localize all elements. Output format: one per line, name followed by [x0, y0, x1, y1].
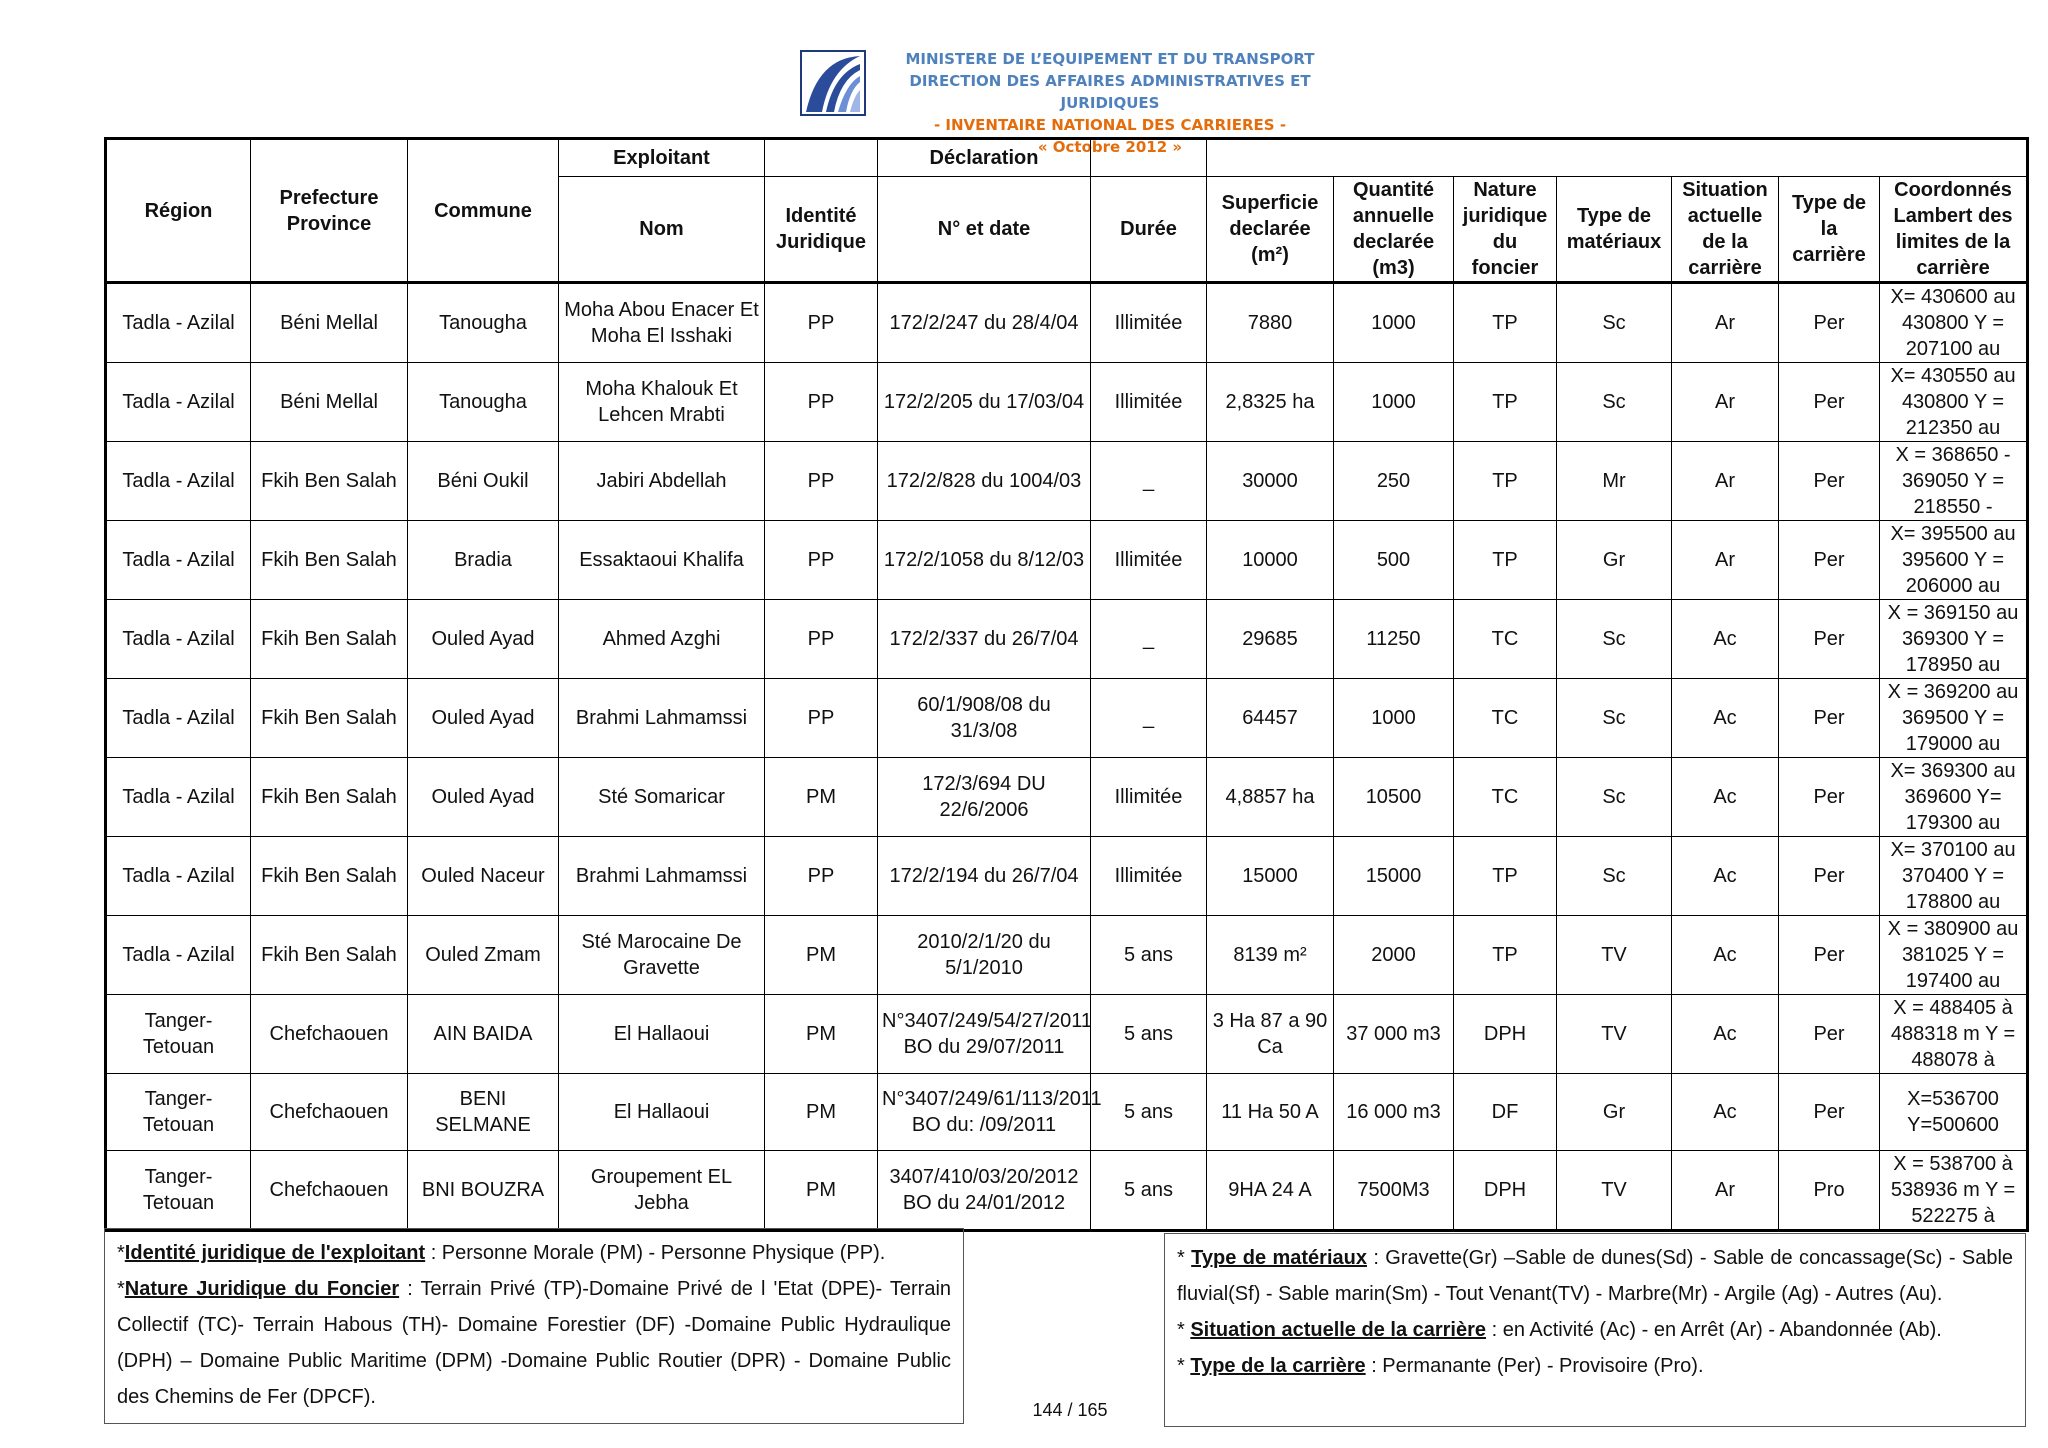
- table-cell: Sc: [1557, 283, 1672, 363]
- legend-left-box: [104, 1228, 964, 1424]
- col-header-prefecture: Prefecture Province: [251, 139, 408, 283]
- table-cell: 172/2/194 du 26/7/04: [878, 837, 1091, 916]
- table-cell: Fkih Ben Salah: [251, 679, 408, 758]
- table-cell: 60/1/908/08 du 31/3/08: [878, 679, 1091, 758]
- table-cell: _: [1091, 442, 1207, 521]
- table-cell: Per: [1779, 995, 1880, 1074]
- col-header-duree: Durée: [1091, 177, 1207, 283]
- table-cell: Ac: [1672, 995, 1779, 1074]
- header-direction: DIRECTION DES AFFAIRES ADMINISTRATIVES ET JURIDIQUES: [909, 72, 1311, 112]
- table-cell: X= 395500 au 395600 Y = 206000 au: [1880, 521, 2028, 600]
- table-row: [106, 521, 2028, 600]
- ministry-logo-icon: [800, 50, 866, 116]
- table-cell: 5 ans: [1091, 1151, 1207, 1231]
- table-cell: Fkih Ben Salah: [251, 916, 408, 995]
- table-cell: 5 ans: [1091, 916, 1207, 995]
- table-cell: Ouled Ayad: [408, 600, 559, 679]
- table-cell: Tadla - Azilal: [106, 521, 251, 600]
- table-cell: Brahmi Lahmamssi: [559, 837, 765, 916]
- legend-type-carriere-text: : Permanante (Per) - Provisoire (Pro).: [1365, 1355, 1704, 1377]
- table-cell: TP: [1454, 521, 1557, 600]
- table-row: [106, 837, 2028, 916]
- table-cell: X = 488405 à 488318 m Y = 488078 à: [1880, 995, 2028, 1074]
- table-cell: Mr: [1557, 442, 1672, 521]
- table-cell: X=536700 Y=500600: [1880, 1074, 2028, 1151]
- table-cell: Ouled Ayad: [408, 758, 559, 837]
- table-row: [106, 1151, 2028, 1231]
- group-header-exploitant: Exploitant: [559, 139, 765, 177]
- table-cell: Per: [1779, 679, 1880, 758]
- table-cell: Fkih Ben Salah: [251, 600, 408, 679]
- table-cell: Gr: [1557, 1074, 1672, 1151]
- table-cell: Ar: [1672, 1151, 1779, 1231]
- table-cell: AIN BAIDA: [408, 995, 559, 1074]
- table-cell: BNI BOUZRA: [408, 1151, 559, 1231]
- table-cell: X = 380900 au 381025 Y = 197400 au: [1880, 916, 2028, 995]
- table-cell: Per: [1779, 442, 1880, 521]
- table-cell: N°3407/249/54/27/2011 BO du 29/07/2011: [878, 995, 1091, 1074]
- table-cell: Ac: [1672, 916, 1779, 995]
- table-cell: Ouled Ayad: [408, 679, 559, 758]
- table-cell: Tanger-Tetouan: [106, 1074, 251, 1151]
- table-cell: PP: [765, 363, 878, 442]
- table-cell: 172/2/337 du 26/7/04: [878, 600, 1091, 679]
- table-cell: Sc: [1557, 679, 1672, 758]
- table-cell: X= 430600 au 430800 Y = 207100 au: [1880, 283, 2028, 363]
- page-number: 144 / 165: [1032, 1400, 1108, 1420]
- table-cell: Illimitée: [1091, 837, 1207, 916]
- table-cell: 2,8325 ha: [1207, 363, 1334, 442]
- table-cell: Tadla - Azilal: [106, 837, 251, 916]
- table-cell: 15000: [1207, 837, 1334, 916]
- col-header-type-carriere: Type de la carrière: [1779, 177, 1880, 283]
- table-cell: 172/3/694 DU 22/6/2006: [878, 758, 1091, 837]
- table-cell: TP: [1454, 916, 1557, 995]
- table-cell: PM: [765, 1074, 878, 1151]
- table-row: [106, 758, 2028, 837]
- table-cell: 172/2/1058 du 8/12/03: [878, 521, 1091, 600]
- table-cell: 5 ans: [1091, 995, 1207, 1074]
- table-cell: PP: [765, 283, 878, 363]
- table-cell: 15000: [1334, 837, 1454, 916]
- table-cell: Per: [1779, 600, 1880, 679]
- table-cell: 5 ans: [1091, 1074, 1207, 1151]
- table-cell: TP: [1454, 442, 1557, 521]
- table-cell: Essaktaoui Khalifa: [559, 521, 765, 600]
- legend-type-materiaux-text: : Gravette(Gr) –Sable de dunes(Sd) - Sable de concassage(Sc) - Sable fluvial(Sf) - Sable marin(Sm) - Tout Venant(TV) - Marbre(Mr) - Argile (Ag) - Autres (Au).: [1177, 1247, 2014, 1305]
- table-cell: Tanger-Tetouan: [106, 1151, 251, 1231]
- table-cell: TP: [1454, 837, 1557, 916]
- table-cell: 1000: [1334, 679, 1454, 758]
- table-cell: Tadla - Azilal: [106, 679, 251, 758]
- table-cell: Ac: [1672, 1074, 1779, 1151]
- table-cell: PP: [765, 442, 878, 521]
- table-cell: 7500M3: [1334, 1151, 1454, 1231]
- table-cell: 16 000 m3: [1334, 1074, 1454, 1151]
- table-cell: PM: [765, 995, 878, 1074]
- table-cell: DPH: [1454, 1151, 1557, 1231]
- table-cell: 29685: [1207, 600, 1334, 679]
- table-cell: 10000: [1207, 521, 1334, 600]
- table-row: [106, 600, 2028, 679]
- table-cell: Fkih Ben Salah: [251, 521, 408, 600]
- col-header-region: Région: [106, 139, 251, 283]
- table-cell: Ar: [1672, 283, 1779, 363]
- table-row: [106, 679, 2028, 758]
- table-cell: TP: [1454, 283, 1557, 363]
- table-cell: Ar: [1672, 442, 1779, 521]
- table-cell: 11 Ha 50 A: [1207, 1074, 1334, 1151]
- page-header: [0, 48, 2048, 156]
- col-header-commune: Commune: [408, 139, 559, 283]
- table-cell: _: [1091, 679, 1207, 758]
- table-cell: 2000: [1334, 916, 1454, 995]
- table-cell: TC: [1454, 600, 1557, 679]
- table-cell: Sc: [1557, 837, 1672, 916]
- table-cell: Brahmi Lahmamssi: [559, 679, 765, 758]
- table-cell: Illimitée: [1091, 521, 1207, 600]
- table-cell: Ac: [1672, 600, 1779, 679]
- table-cell: X= 369300 au 369600 Y= 179300 au: [1880, 758, 2028, 837]
- table-cell: Ac: [1672, 837, 1779, 916]
- table-cell: Illimitée: [1091, 363, 1207, 442]
- table-cell: TV: [1557, 1151, 1672, 1231]
- table-cell: 172/2/205 du 17/03/04: [878, 363, 1091, 442]
- table-row: [106, 1074, 2028, 1151]
- legend-type-carriere: * Type de la carrière : Permanante (Per) - Provisoire (Pro).: [1177, 1355, 1704, 1377]
- group-header-declaration: Déclaration: [878, 139, 1091, 177]
- table-cell: PP: [765, 521, 878, 600]
- header-inventory: - INVENTAIRE NATIONAL DES CARRIERES -: [933, 116, 1287, 134]
- table-row: [106, 363, 2028, 442]
- legend-type-carriere-title: Type de la carrière: [1190, 1355, 1366, 1377]
- table-cell: Fkih Ben Salah: [251, 442, 408, 521]
- table-cell: 8139 m²: [1207, 916, 1334, 995]
- table-cell: 172/2/828 du 1004/03: [878, 442, 1091, 521]
- table-row: [106, 916, 2028, 995]
- table-cell: 10500: [1334, 758, 1454, 837]
- table-cell: Sté Somaricar: [559, 758, 765, 837]
- table-cell: Sté Marocaine De Gravette: [559, 916, 765, 995]
- table-group-header-row: [106, 139, 2028, 177]
- table-cell: 3407/410/03/20/2012 BO du 24/01/2012: [878, 1151, 1091, 1231]
- table-cell: Béni Oukil: [408, 442, 559, 521]
- table-cell: Ahmed Azghi: [559, 600, 765, 679]
- table-cell: TC: [1454, 679, 1557, 758]
- col-header-situation: Situation actuelle de la carrière: [1672, 177, 1779, 283]
- table-cell: Groupement EL Jebha: [559, 1151, 765, 1231]
- table-cell: Tadla - Azilal: [106, 600, 251, 679]
- table-cell: 4,8857 ha: [1207, 758, 1334, 837]
- table-cell: Tanougha: [408, 363, 559, 442]
- table-cell: PP: [765, 679, 878, 758]
- table-cell: 250: [1334, 442, 1454, 521]
- legend-identite-title: Identité juridique de l'exploitant: [124, 1242, 426, 1264]
- table-row: [106, 283, 2028, 363]
- table-cell: Moha Khalouk Et Lehcen Mrabti: [559, 363, 765, 442]
- table-cell: Jabiri Abdellah: [559, 442, 765, 521]
- table-cell: PM: [765, 1151, 878, 1231]
- table-cell: Per: [1779, 837, 1880, 916]
- col-header-quantite: Quantité annuelle declarée (m3): [1334, 177, 1454, 283]
- table-cell: Moha Abou Enacer Et Moha El Isshaki: [559, 283, 765, 363]
- table-cell: PP: [765, 600, 878, 679]
- table-cell: Per: [1779, 363, 1880, 442]
- table-cell: Fkih Ben Salah: [251, 837, 408, 916]
- col-header-nom: Nom: [559, 177, 765, 283]
- table-cell: Sc: [1557, 758, 1672, 837]
- table-cell: Per: [1779, 758, 1880, 837]
- table-cell: Béni Mellal: [251, 283, 408, 363]
- col-header-identite: Identité Juridique: [765, 177, 878, 283]
- header-ministry: MINISTERE DE L’EQUIPEMENT ET DU TRANSPORT: [905, 50, 1315, 68]
- group-header-blank-3: [1207, 139, 2028, 177]
- table-cell: PM: [765, 758, 878, 837]
- table-cell: _: [1091, 600, 1207, 679]
- table-cell: X= 430550 au 430800 Y = 212350 au: [1880, 363, 2028, 442]
- table-cell: Tadla - Azilal: [106, 442, 251, 521]
- table-cell: Per: [1779, 521, 1880, 600]
- table-cell: Ac: [1672, 679, 1779, 758]
- table-cell: Bradia: [408, 521, 559, 600]
- group-header-blank-1: [765, 139, 878, 177]
- table-cell: 1000: [1334, 363, 1454, 442]
- table-cell: Illimitée: [1091, 283, 1207, 363]
- table-cell: Chefchaouen: [251, 1151, 408, 1231]
- col-header-type-materiaux: Type de matériaux: [1557, 177, 1672, 283]
- quarry-inventory-table: [104, 137, 2029, 1232]
- table-cell: Gr: [1557, 521, 1672, 600]
- table-cell: 2010/2/1/20 du 5/1/2010: [878, 916, 1091, 995]
- col-header-numero-date: N° et date: [878, 177, 1091, 283]
- table-cell: Fkih Ben Salah: [251, 758, 408, 837]
- table-cell: 1000: [1334, 283, 1454, 363]
- table-cell: 9HA 24 A: [1207, 1151, 1334, 1231]
- table-cell: Tadla - Azilal: [106, 363, 251, 442]
- table-cell: TP: [1454, 363, 1557, 442]
- table-cell: Béni Mellal: [251, 363, 408, 442]
- table-cell: TV: [1557, 916, 1672, 995]
- legend-situation-text: : en Activité (Ac) - en Arrêt (Ar) - Abandonnée (Ab).: [1486, 1319, 1942, 1341]
- table-cell: Chefchaouen: [251, 995, 408, 1074]
- table-cell: Ar: [1672, 363, 1779, 442]
- table-body: [106, 283, 2028, 1231]
- legend-identite: *Identité juridique de l'exploitant : Personne Morale (PM) - Personne Physique (PP).: [117, 1242, 886, 1264]
- legend-nature-foncier-title: Nature Juridique du Foncier: [124, 1278, 400, 1300]
- table-cell: Tanougha: [408, 283, 559, 363]
- col-header-nature-foncier: Nature juridique du foncier: [1454, 177, 1557, 283]
- col-header-coordonnees: Coordonnés Lambert des limites de la carrière: [1880, 177, 2028, 283]
- group-header-blank-2: [1091, 139, 1207, 177]
- table-cell: N°3407/249/61/113/2011 BO du: /09/2011: [878, 1074, 1091, 1151]
- table-cell: TV: [1557, 995, 1672, 1074]
- table-cell: X= 370100 au 370400 Y = 178800 au: [1880, 837, 2028, 916]
- table-cell: Ar: [1672, 521, 1779, 600]
- table-cell: Per: [1779, 283, 1880, 363]
- table-cell: El Hallaoui: [559, 1074, 765, 1151]
- legend-situation-title: Situation actuelle de la carrière: [1190, 1319, 1487, 1341]
- table-cell: Tadla - Azilal: [106, 758, 251, 837]
- legend-type-materiaux-title: Type de matériaux: [1191, 1247, 1367, 1269]
- table-row: [106, 442, 2028, 521]
- table-cell: 3 Ha 87 a 90 Ca: [1207, 995, 1334, 1074]
- table-cell: Per: [1779, 916, 1880, 995]
- header-date: « Octobre 2012 »: [1037, 138, 1183, 156]
- table-cell: Ouled Naceur: [408, 837, 559, 916]
- legend-right-box: [1164, 1233, 2026, 1427]
- col-header-superficie: Superficie declarée (m²): [1207, 177, 1334, 283]
- table-cell: Sc: [1557, 363, 1672, 442]
- table-cell: DF: [1454, 1074, 1557, 1151]
- table-cell: Per: [1779, 1074, 1880, 1151]
- table-cell: El Hallaoui: [559, 995, 765, 1074]
- table-cell: Ac: [1672, 758, 1779, 837]
- table-cell: Sc: [1557, 600, 1672, 679]
- table-cell: 64457: [1207, 679, 1334, 758]
- table-row: [106, 995, 2028, 1074]
- legend-situation: * Situation actuelle de la carrière : en Activité (Ac) - en Arrêt (Ar) - Abandonnée (Ab).: [1177, 1319, 1942, 1341]
- table-cell: 11250: [1334, 600, 1454, 679]
- table-cell: Tanger-Tetouan: [106, 995, 251, 1074]
- table-cell: Pro: [1779, 1151, 1880, 1231]
- table-cell: PP: [765, 837, 878, 916]
- legend-type-materiaux: * Type de matériaux : Gravette(Gr) –Sable de dunes(Sd) - Sable de concassage(Sc) - Sable fluvial(Sf) - Sable marin(Sm) - Tout Venant(TV) - Marbre(Mr) - Argile (Ag) - Autres (Au).: [1177, 1247, 2014, 1305]
- table-cell: Ouled Zmam: [408, 916, 559, 995]
- table-cell: Illimitée: [1091, 758, 1207, 837]
- table-cell: DPH: [1454, 995, 1557, 1074]
- table-cell: 500: [1334, 521, 1454, 600]
- table-cell: X = 368650 - 369050 Y = 218550 -: [1880, 442, 2028, 521]
- table-cell: BENI SELMANE: [408, 1074, 559, 1151]
- table-cell: TC: [1454, 758, 1557, 837]
- legend-nature-foncier-text: : Terrain Privé (TP)-Domaine Privé de l 'Etat (DPE)- Terrain Collectif (TC)- Terrain Habous (TH)- Domaine Forestier (DF) -Domaine Public Hydraulique (DPH) – Domaine Public Maritime (DPM) -Domaine Public Routier (DPR) - Domaine Public des Chemins de Fer (DPCF).: [117, 1278, 952, 1408]
- table-cell: Chefchaouen: [251, 1074, 408, 1151]
- table-cell: 37 000 m3: [1334, 995, 1454, 1074]
- legend-identite-text: : Personne Morale (PM) - Personne Physique (PP).: [425, 1242, 886, 1264]
- table-cell: 30000: [1207, 442, 1334, 521]
- table-cell: Tadla - Azilal: [106, 916, 251, 995]
- table-cell: 172/2/247 du 28/4/04: [878, 283, 1091, 363]
- legend-nature-foncier: *Nature Juridique du Foncier : Terrain Privé (TP)-Domaine Privé de l 'Etat (DPE)- Terrain Collectif (TC)- Terrain Habous (TH)- Domaine Forestier (DF) -Domaine Public Hydraulique (DPH) – Domaine Public Maritime (DPM) -Domaine Public Routier (DPR) - Domaine Public des Chemins de Fer (DPCF).: [117, 1278, 952, 1408]
- table-cell: Tadla - Azilal: [106, 283, 251, 363]
- table-cell: X = 369150 au 369300 Y = 178950 au: [1880, 600, 2028, 679]
- table-cell: 7880: [1207, 283, 1334, 363]
- table-cell: PM: [765, 916, 878, 995]
- table-cell: X = 538700 à 538936 m Y = 522275 à: [1880, 1151, 2028, 1231]
- table-cell: X = 369200 au 369500 Y = 179000 au: [1880, 679, 2028, 758]
